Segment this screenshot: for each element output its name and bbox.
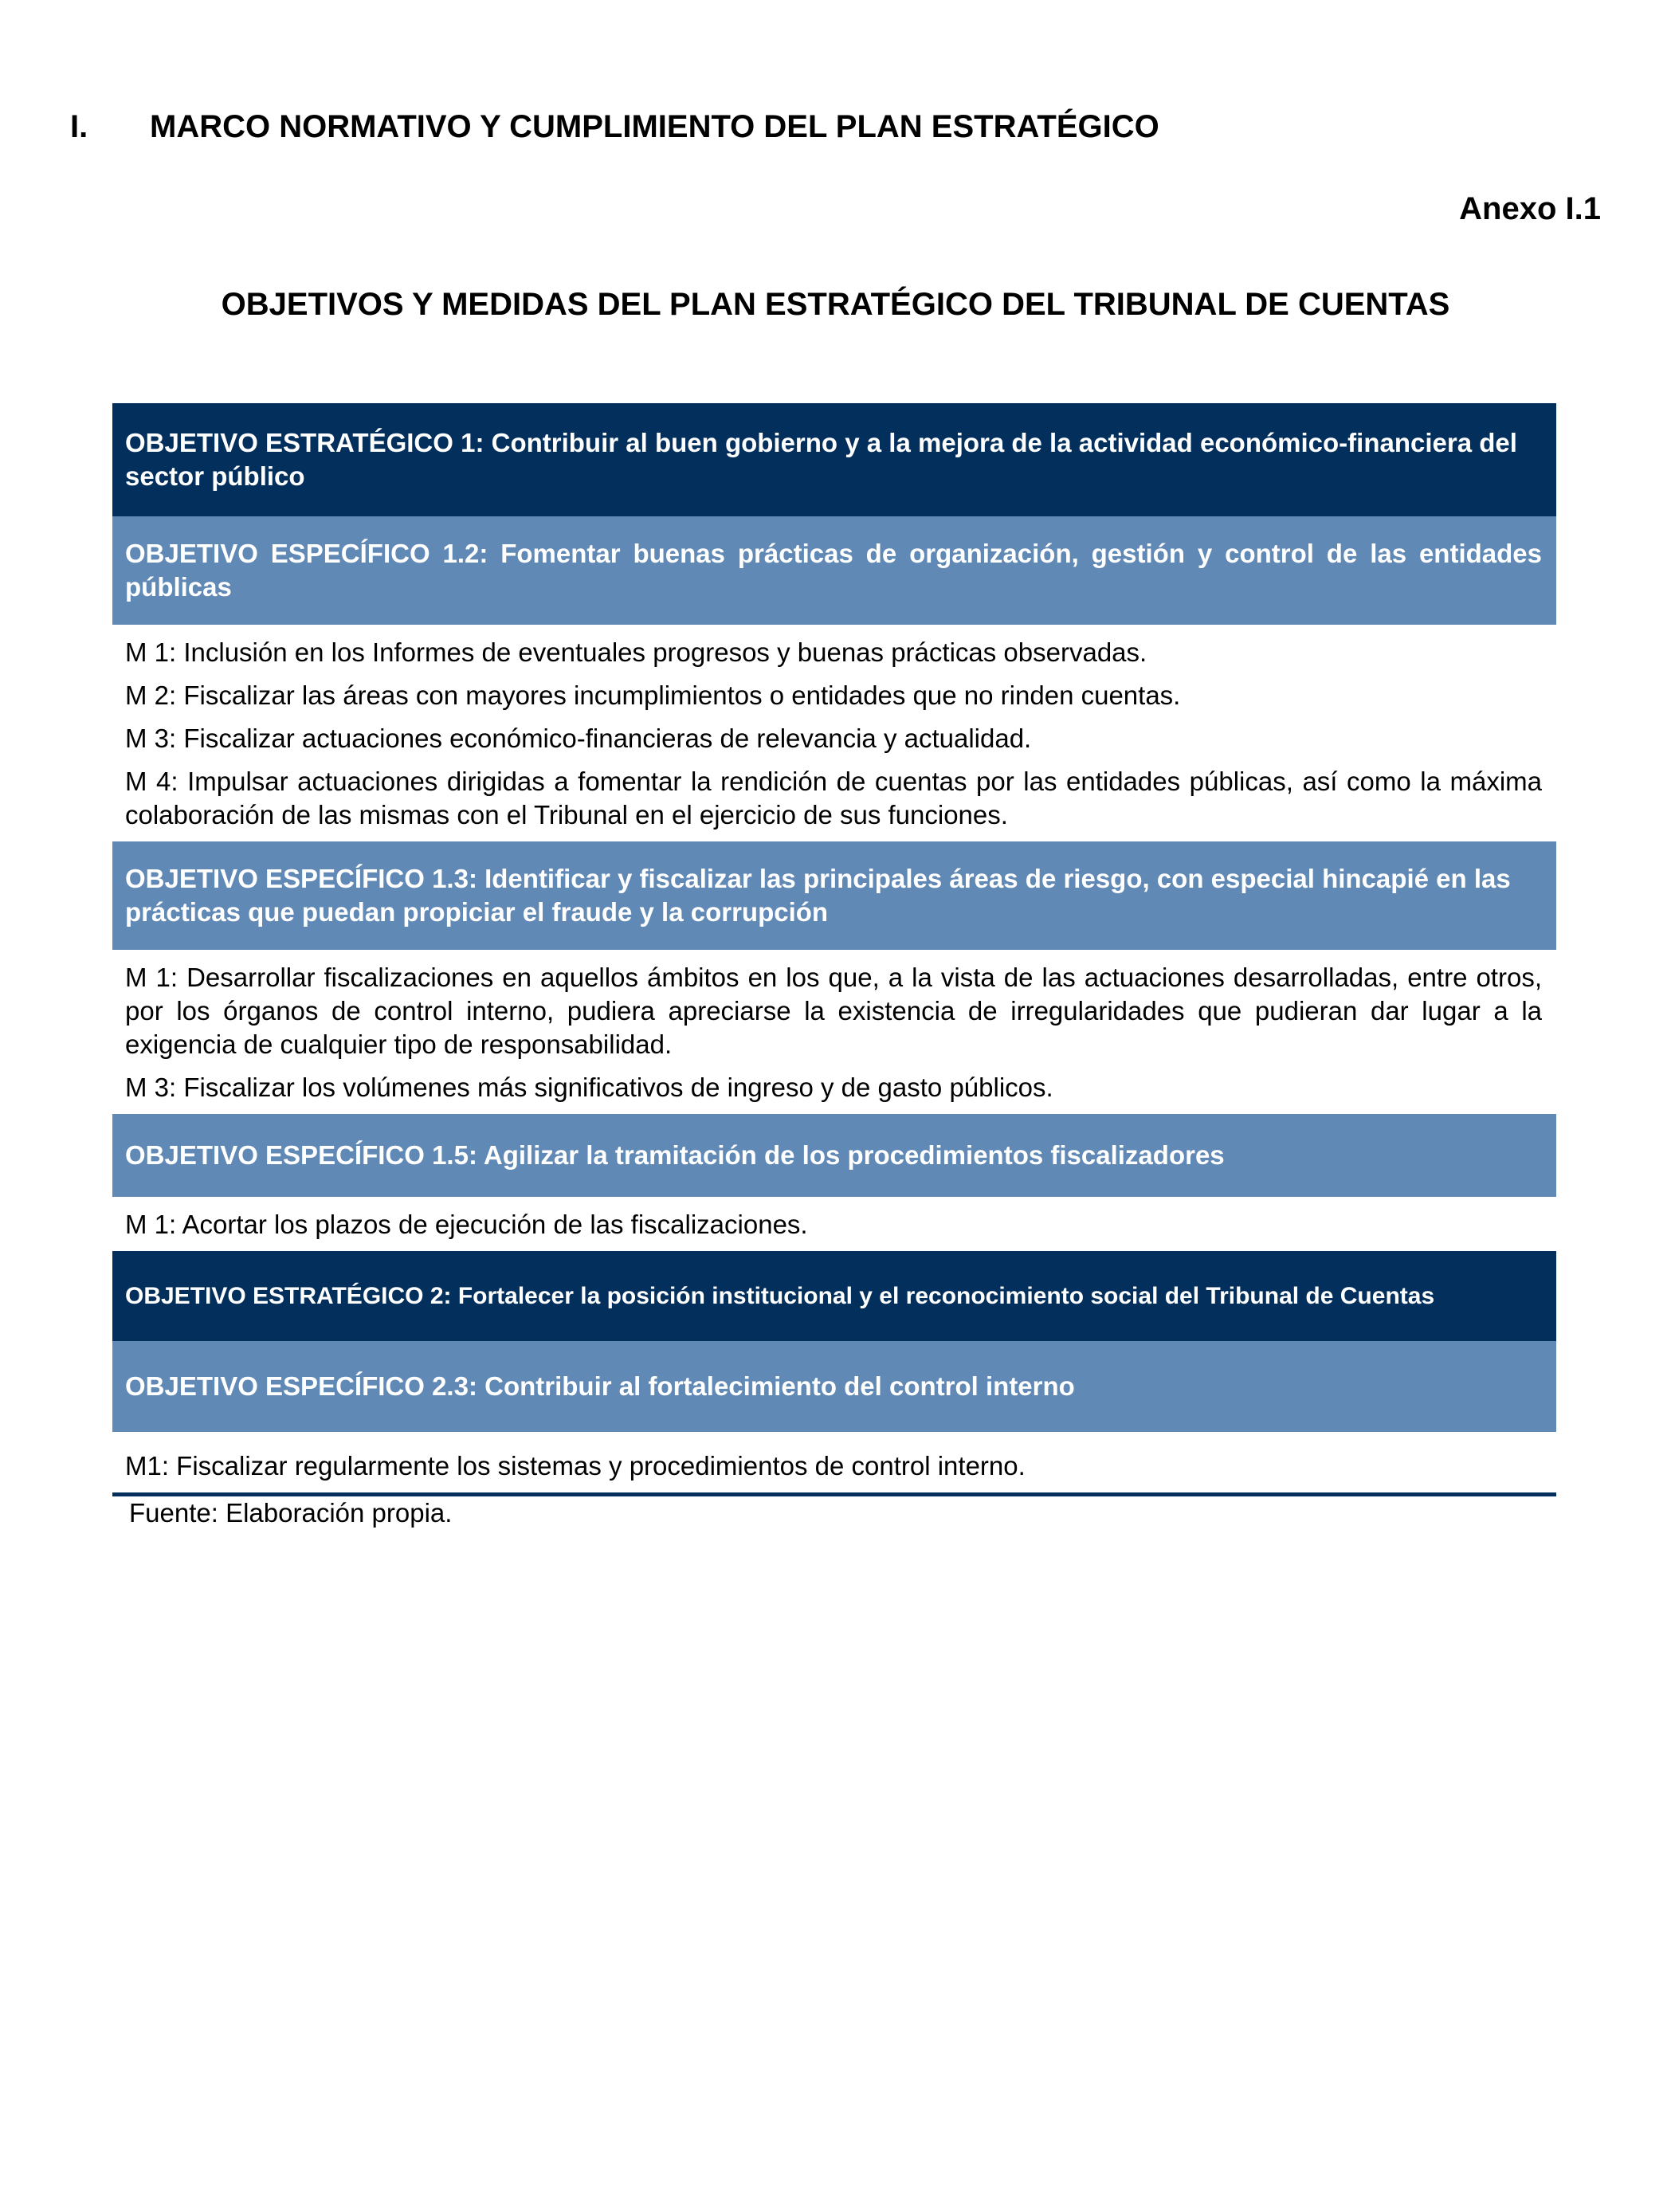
strategic-objective-2-row xyxy=(112,1251,1556,1341)
section-number: I. xyxy=(70,109,88,144)
measure-item: M 4: Impulsar actuaciones dirigidas a fomentar la rendición de cuentas por las entidades públicas, así como la máxima colaboración de las mismas con el Tribunal en el ejercicio de sus funciones. xyxy=(125,767,1542,830)
source-note: Fuente: Elaboración propia. xyxy=(129,1498,453,1528)
specific-objective-1-3-row xyxy=(112,841,1556,950)
strategic-objective-1: OBJETIVO ESTRATÉGICO 1: Contribuir al buen gobierno y a la mejora de la actividad económico-financiera del sector público xyxy=(125,428,1517,491)
specific-objective-1-2-row xyxy=(112,516,1556,625)
strategic-objective-1-row xyxy=(112,403,1556,516)
strategic-objective-2: OBJETIVO ESTRATÉGICO 2: Fortalecer la posición institucional y el reconocimiento social del Tribunal de Cuentas xyxy=(125,1282,1435,1309)
measure-item: M 1: Acortar los plazos de ejecución de las fiscalizaciones. xyxy=(125,1210,808,1239)
specific-objective-1-5: OBJETIVO ESPECÍFICO 1.5: Agilizar la tramitación de los procedimientos fiscalizadores xyxy=(125,1140,1225,1170)
measure-item: M 3: Fiscalizar los volúmenes más significativos de ingreso y de gasto públicos. xyxy=(125,1073,1053,1102)
measures-1-2 xyxy=(112,625,1556,841)
measures-1-5 xyxy=(112,1197,1556,1251)
measure-item: M 1: Desarrollar fiscalizaciones en aquellos ámbitos en los que, a la vista de las actuaciones desarrolladas, entre otros, por los órganos de control interno, pudiera apreciarse la existencia de irregularidades que pudieran dar lugar a la exigencia de cualquier tipo de responsabilidad. xyxy=(125,963,1542,1059)
specific-objective-1-5-row xyxy=(112,1114,1556,1197)
objectives-table xyxy=(112,403,1556,1496)
measure-item: M 3: Fiscalizar actuaciones económico-financieras de relevancia y actualidad. xyxy=(125,724,1032,753)
specific-objective-2-3-row xyxy=(112,1341,1556,1432)
section-heading xyxy=(70,109,1159,145)
measure-item: M 1: Inclusión en los Informes de eventuales progresos y buenas prácticas observadas. xyxy=(125,637,1147,667)
specific-objective-1-3: OBJETIVO ESPECÍFICO 1.3: Identificar y fiscalizar las principales áreas de riesgo, con especial hincapié en las prácticas que puedan propiciar el fraude y la corrupción xyxy=(125,864,1511,927)
document-title: OBJETIVOS Y MEDIDAS DEL PLAN ESTRATÉGICO DEL TRIBUNAL DE CUENTAS xyxy=(221,287,1450,322)
specific-objective-1-2: OBJETIVO ESPECÍFICO 1.2: Fomentar buenas prácticas de organización, gestión y control de las entidades públicas xyxy=(125,539,1542,602)
measure-item: M1: Fiscalizar regularmente los sistemas y procedimientos de control interno. xyxy=(125,1451,1026,1481)
measures-1-3 xyxy=(112,950,1556,1114)
measures-2-3 xyxy=(112,1432,1556,1486)
measure-item: M 2: Fiscalizar las áreas con mayores incumplimientos o entidades que no rinden cuentas. xyxy=(125,680,1181,710)
section-title: MARCO NORMATIVO Y CUMPLIMIENTO DEL PLAN ESTRATÉGICO xyxy=(150,109,1159,144)
annex-label: Anexo I.1 xyxy=(1459,191,1601,226)
specific-objective-2-3: OBJETIVO ESPECÍFICO 2.3: Contribuir al fortalecimiento del control interno xyxy=(125,1371,1075,1401)
